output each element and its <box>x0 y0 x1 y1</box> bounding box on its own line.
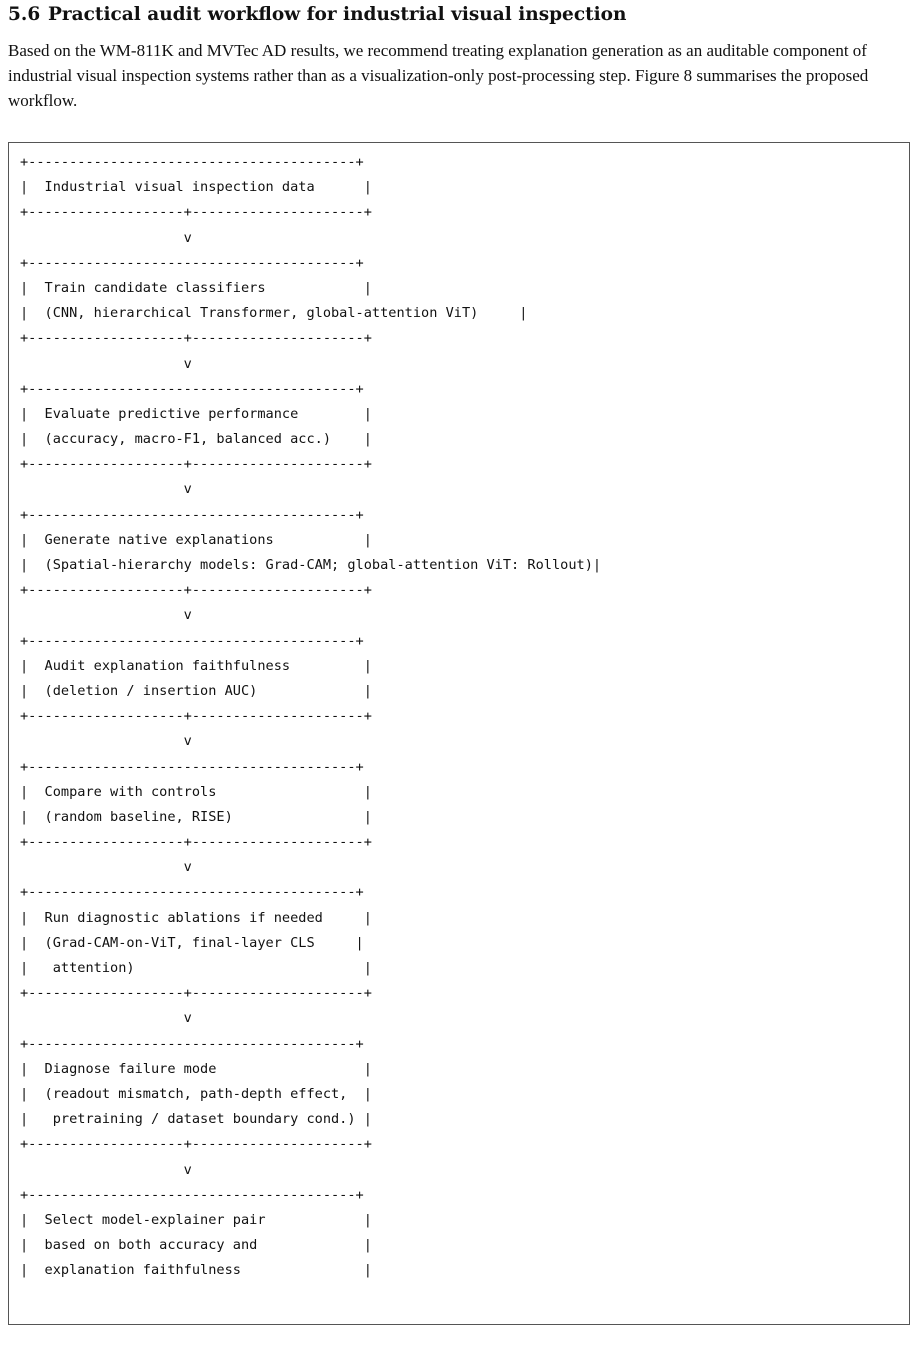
diagram-line: v <box>20 859 192 876</box>
diagram-line: | attention) | <box>20 960 372 976</box>
diagram-line: | Diagnose failure mode | <box>20 1060 372 1077</box>
diagram-line: | Audit explanation faithfulness | <box>20 657 372 674</box>
diagram-line: v <box>20 229 192 246</box>
diagram-line: +----------------------------------------+ <box>20 380 364 397</box>
diagram-line: +-------------------+---------------------+ <box>20 1136 372 1153</box>
diagram-line: | (random baseline, RISE) | <box>20 808 372 825</box>
diagram-line: v <box>20 1010 192 1027</box>
ascii-workflow-diagram <box>20 150 601 1283</box>
diagram-line: v <box>20 607 192 624</box>
workflow-figure <box>8 142 910 1325</box>
diagram-line: | (CNN, hierarchical Transformer, global-attention ViT) | <box>20 305 528 322</box>
diagram-line: v <box>20 733 192 750</box>
diagram-line: | (deletion / insertion AUC) | <box>20 682 372 699</box>
diagram-line: | Select model-explainer pair | <box>20 1211 372 1228</box>
section-number: 5.6 <box>8 4 41 25</box>
diagram-line: +----------------------------------------+ <box>20 506 364 523</box>
diagram-line: | pretraining / dataset boundary cond.) | <box>20 1111 372 1128</box>
diagram-line: +----------------------------------------+ <box>20 1035 364 1052</box>
section-title: Practical audit workflow for industrial visual inspection <box>48 4 627 25</box>
diagram-line: +----------------------------------------+ <box>20 884 364 901</box>
diagram-line: v <box>20 1161 192 1178</box>
diagram-line: +-------------------+---------------------+ <box>20 834 372 851</box>
diagram-line: v <box>20 481 192 498</box>
diagram-line: | (Spatial-hierarchy models: Grad-CAM; global-attention ViT: Rollout)| <box>20 557 602 573</box>
diagram-line: | based on both accuracy and | <box>20 1237 372 1254</box>
diagram-line: | Generate native explanations | <box>20 531 372 548</box>
diagram-line: +-------------------+---------------------+ <box>20 204 372 221</box>
diagram-line: +----------------------------------------+ <box>20 154 364 170</box>
diagram-line: | Evaluate predictive performance | <box>20 405 372 422</box>
diagram-line: | Run diagnostic ablations if needed | <box>20 909 372 926</box>
diagram-line: +-------------------+---------------------+ <box>20 985 372 1002</box>
diagram-line: +-------------------+---------------------+ <box>20 708 372 725</box>
diagram-line: | explanation faithfulness | <box>20 1262 372 1279</box>
diagram-line: v <box>20 355 192 372</box>
diagram-line: +-------------------+---------------------+ <box>20 456 372 473</box>
section-heading <box>8 2 626 28</box>
diagram-line: | (Grad-CAM-on-ViT, final-layer CLS | <box>20 934 364 951</box>
diagram-line: | Train candidate classifiers | <box>20 279 372 296</box>
diagram-line: +----------------------------------------+ <box>20 758 364 775</box>
diagram-line: | Industrial visual inspection data | <box>20 179 372 196</box>
diagram-line: +----------------------------------------+ <box>20 254 364 271</box>
diagram-line: +-------------------+---------------------+ <box>20 330 372 347</box>
intro-paragraph: Based on the WM-811K and MVTec AD results, we recommend treating explanation generation as an auditable component of industrial visual inspection systems rather than as a visualization-only post-processing step. Figure 8 summarises the proposed workflow. <box>8 41 869 110</box>
diagram-line: +----------------------------------------+ <box>20 1186 364 1203</box>
diagram-line: +----------------------------------------+ <box>20 632 364 649</box>
diagram-line: | Compare with controls | <box>20 783 372 800</box>
diagram-line: +-------------------+---------------------+ <box>20 582 372 599</box>
diagram-line: | (readout mismatch, path-depth effect, | <box>20 1085 372 1102</box>
diagram-line: | (accuracy, macro-F1, balanced acc.) | <box>20 431 372 448</box>
